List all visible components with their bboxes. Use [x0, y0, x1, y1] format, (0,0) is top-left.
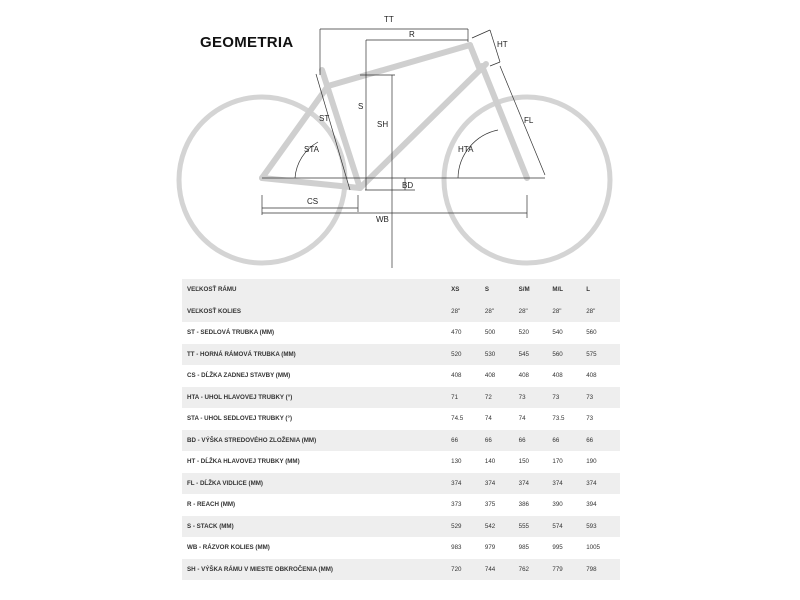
cell-value: 520 — [451, 350, 462, 358]
row-label: S - STACK (MM) — [187, 522, 234, 530]
label-st: ST — [319, 114, 330, 123]
table-row — [182, 516, 620, 538]
row-label: STA - UHOL SEDLOVEJ TRUBKY (°) — [187, 415, 293, 423]
cell-value: 71 — [451, 393, 459, 401]
cell-value: 798 — [586, 565, 597, 573]
table-row — [182, 430, 620, 452]
cell-value: 66 — [518, 436, 526, 444]
cell-value: 985 — [518, 544, 529, 552]
cell-value: 394 — [586, 501, 597, 509]
cell-value: 560 — [552, 350, 563, 358]
cell-value: 529 — [451, 522, 462, 530]
label-sh: SH — [377, 120, 389, 129]
cell-value: 575 — [586, 350, 597, 358]
cell-value: 374 — [586, 479, 597, 487]
cell-value: 74 — [484, 415, 492, 423]
label-wb: WB — [376, 215, 389, 224]
cell-value: 390 — [552, 501, 563, 509]
label-bd: BD — [402, 181, 414, 190]
cell-value: 408 — [552, 372, 563, 380]
cell-value: 540 — [552, 329, 563, 337]
cell-value: 408 — [518, 372, 529, 380]
row-label: TT - HORNÁ RÁMOVÁ TRUBKA (MM) — [187, 350, 296, 358]
row-label: HTA - UHOL HLAVOVEJ TRUBKY (°) — [187, 393, 293, 401]
cell-value: 520 — [518, 329, 529, 337]
label-r: R — [409, 30, 415, 39]
cell-value: 408 — [586, 372, 597, 380]
cell-value: 28" — [552, 307, 562, 315]
geometry-table — [182, 279, 620, 580]
cell-value: 66 — [586, 436, 594, 444]
row-label: R - REACH (MM) — [187, 501, 236, 509]
table-row — [182, 451, 620, 473]
table-row — [182, 494, 620, 516]
cell-value: 374 — [451, 479, 462, 487]
label-sta: STA — [304, 145, 319, 154]
cell-value: 73 — [552, 393, 560, 401]
cell-value: 28" — [518, 307, 528, 315]
cell-value: 995 — [552, 544, 563, 552]
cell-value: 72 — [484, 393, 492, 401]
cell-value: 720 — [451, 565, 462, 573]
cell-value: 28" — [586, 307, 596, 315]
label-ht: HT — [497, 40, 508, 49]
row-label: ST - SEDLOVÁ TRUBKA (MM) — [187, 329, 275, 337]
cell-value: 545 — [518, 350, 529, 358]
cell-value: 408 — [451, 372, 462, 380]
cell-value: 470 — [451, 329, 462, 337]
label-hta: HTA — [458, 145, 474, 154]
table-row — [182, 537, 620, 559]
row-label: WB - RÁZVOR KOLIES (MM) — [187, 544, 270, 552]
bike-geometry-diagram — [0, 0, 800, 275]
label-s: S — [358, 102, 364, 111]
row-label: VEĽKOSŤ KOLIES — [187, 307, 241, 315]
cell-value: 574 — [552, 522, 563, 530]
cell-value: 140 — [484, 458, 496, 466]
header-size-xs: XS — [451, 286, 460, 294]
cell-value: 150 — [518, 458, 529, 466]
cell-value: 500 — [484, 329, 496, 337]
cell-value: 560 — [586, 329, 597, 337]
header-size-sm: S/M — [518, 286, 530, 294]
header-size-ml: M/L — [552, 286, 564, 294]
cell-value: 374 — [484, 479, 496, 487]
label-tt: TT — [384, 15, 394, 24]
table-row — [182, 559, 620, 581]
cell-value: 593 — [586, 522, 597, 530]
cell-value: 375 — [484, 501, 496, 509]
cell-value: 979 — [484, 544, 496, 552]
cell-value: 66 — [484, 436, 492, 444]
cell-value: 74 — [518, 415, 526, 423]
cell-value: 73.5 — [552, 415, 565, 423]
page-title: GEOMETRIA — [200, 34, 294, 51]
cell-value: 73 — [586, 415, 594, 423]
cell-value: 28" — [484, 307, 494, 315]
cell-value: 744 — [484, 565, 496, 573]
table-row — [182, 301, 620, 323]
cell-value: 779 — [552, 565, 563, 573]
row-label: FL - DĹŽKA VIDLICE (MM) — [187, 479, 263, 487]
cell-value: 1005 — [586, 544, 600, 552]
cell-value: 374 — [518, 479, 529, 487]
row-label: BD - VÝŠKA STREDOVÉHO ZLOŽENIA (MM) — [187, 436, 317, 444]
cell-value: 374 — [552, 479, 563, 487]
cell-value: 73 — [518, 393, 526, 401]
row-label: HT - DĹŽKA HLAVOVEJ TRUBKY (MM) — [187, 458, 300, 466]
cell-value: 130 — [451, 458, 462, 466]
bike-frame — [262, 45, 527, 188]
table-row — [182, 344, 620, 366]
cell-value: 555 — [518, 522, 529, 530]
cell-value: 190 — [586, 458, 597, 466]
row-label: CS - DĹŽKA ZADNEJ STAVBY (MM) — [187, 372, 291, 380]
cell-value: 66 — [451, 436, 459, 444]
cell-value: 74.5 — [451, 415, 464, 423]
table-row — [182, 322, 620, 344]
cell-value: 73 — [586, 393, 594, 401]
row-label: SH - VÝŠKA RÁMU V MIESTE OBKROČENIA (MM) — [187, 565, 333, 573]
label-cs: CS — [307, 197, 319, 206]
table-row — [182, 387, 620, 409]
cell-value: 983 — [451, 544, 462, 552]
table-row — [182, 408, 620, 430]
cell-value: 66 — [552, 436, 560, 444]
label-fl: FL — [524, 116, 534, 125]
cell-value: 28" — [451, 307, 461, 315]
table-row — [182, 365, 620, 387]
cell-value: 386 — [518, 501, 529, 509]
cell-value: 542 — [484, 522, 496, 530]
table-row — [182, 473, 620, 495]
cell-value: 170 — [552, 458, 563, 466]
header-size-l: L — [586, 286, 590, 294]
cell-value: 530 — [484, 350, 496, 358]
cell-value: 762 — [518, 565, 529, 573]
table-header-row — [182, 279, 620, 301]
header-size-s: S — [484, 286, 490, 294]
header-frame-size: VEĽKOSŤ RÁMU — [187, 286, 237, 294]
cell-value: 373 — [451, 501, 462, 509]
cell-value: 408 — [484, 372, 496, 380]
